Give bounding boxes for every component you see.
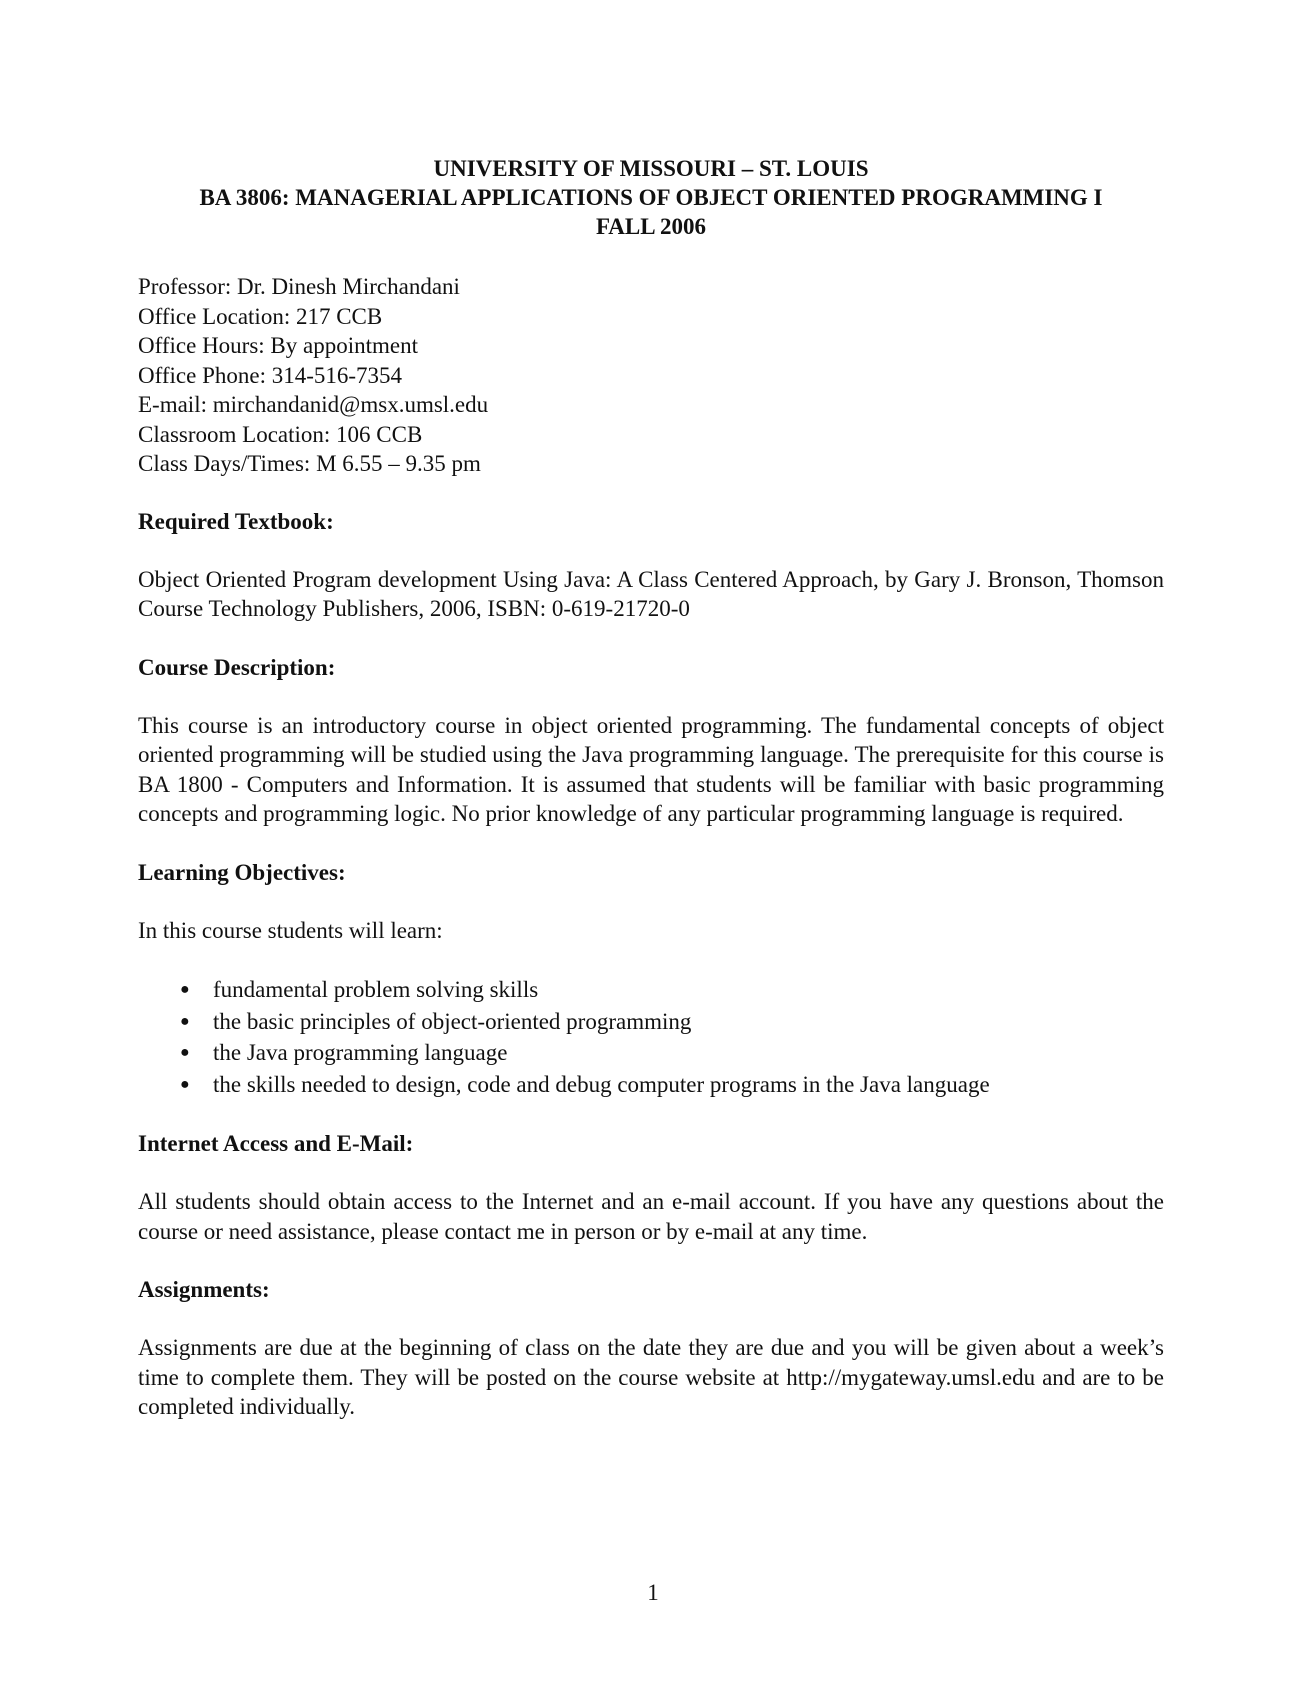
textbook-text: Object Oriented Program development Using Java: A Class Centered Approach, by Gary J. Bronson, Thomson Course Technology Publishers, 2006, ISBN: 0-619-21720-0 — [138, 566, 1164, 621]
course-title: BA 3806: MANAGERIAL APPLICATIONS OF OBJECT ORIENTED PROGRAMMING I — [199, 185, 1103, 210]
list-item — [138, 974, 1164, 1006]
assignments-text: Assignments are due at the beginning of class on the date they are due and you will be given about a week’s time to complete them. They will be posted on the course website at http://mygateway.umsl.edu and are to be completed individually. — [138, 1335, 1164, 1419]
section-textbook — [138, 507, 1164, 624]
classroom-location-line: Classroom Location: 106 CCB — [138, 421, 423, 447]
office-phone-line: Office Phone: 314-516-7354 — [138, 362, 403, 388]
section-internet-access — [138, 1129, 1164, 1246]
professor-line: Professor: Dr. Dinesh Mirchandani — [138, 274, 460, 299]
description-heading: Course Description: — [138, 654, 336, 680]
objectives-list — [138, 974, 1164, 1100]
page-content — [138, 154, 1164, 1422]
objectives-heading: Learning Objectives: — [138, 859, 346, 885]
list-item — [138, 1069, 1164, 1101]
university-name: UNIVERSITY OF MISSOURI – ST. LOUIS — [433, 156, 869, 181]
objective-text: the Java programming language — [213, 1040, 508, 1065]
objective-text: fundamental problem solving skills — [213, 977, 539, 1002]
office-hours-line: Office Hours: By appointment — [138, 333, 418, 358]
bullet-icon: ● — [180, 1012, 190, 1030]
email-line: E-mail: mirchandanid@msx.umsl.edu — [138, 392, 489, 417]
internet-heading: Internet Access and E-Mail: — [138, 1131, 414, 1156]
objective-text: the skills needed to design, code and debug computer programs in the Java language — [213, 1071, 990, 1097]
bullet-icon: ● — [180, 981, 190, 998]
objectives-intro: In this course students will learn: — [138, 917, 443, 943]
section-course-description — [138, 653, 1164, 829]
objective-text: the basic principles of object-oriented programming — [213, 1008, 692, 1034]
internet-text: All students should obtain access to the Internet and an e-mail account. If you have any questions about the course or need assistance, please contact me in person or by e-mail at any time. — [138, 1189, 1164, 1244]
bullet-icon: ● — [180, 1044, 190, 1061]
section-assignments — [138, 1275, 1164, 1422]
section-learning-objectives — [138, 858, 1164, 1101]
list-item — [138, 1006, 1164, 1038]
office-location-line: Office Location: 217 CCB — [138, 303, 383, 329]
instructor-info — [138, 272, 1164, 479]
semester: FALL 2006 — [595, 214, 707, 239]
description-text: This course is an introductory course in object oriented programming. The fundamental concepts of object oriented programming will be studied using the Java programming language. The prerequisite for this course is BA 1800 - Computers and Information. It is assumed that students will be familiar with basic programming concepts and programming logic. No prior knowledge of any particular programming language is required. — [138, 712, 1164, 826]
assignments-heading: Assignments: — [138, 1277, 270, 1302]
class-times-line: Class Days/Times: M 6.55 – 9.35 pm — [138, 451, 481, 476]
bullet-icon: ● — [180, 1075, 190, 1093]
textbook-heading: Required Textbook: — [138, 508, 334, 534]
list-item — [138, 1037, 1164, 1069]
document-header — [138, 154, 1164, 241]
page-number: 1 — [647, 1580, 659, 1605]
